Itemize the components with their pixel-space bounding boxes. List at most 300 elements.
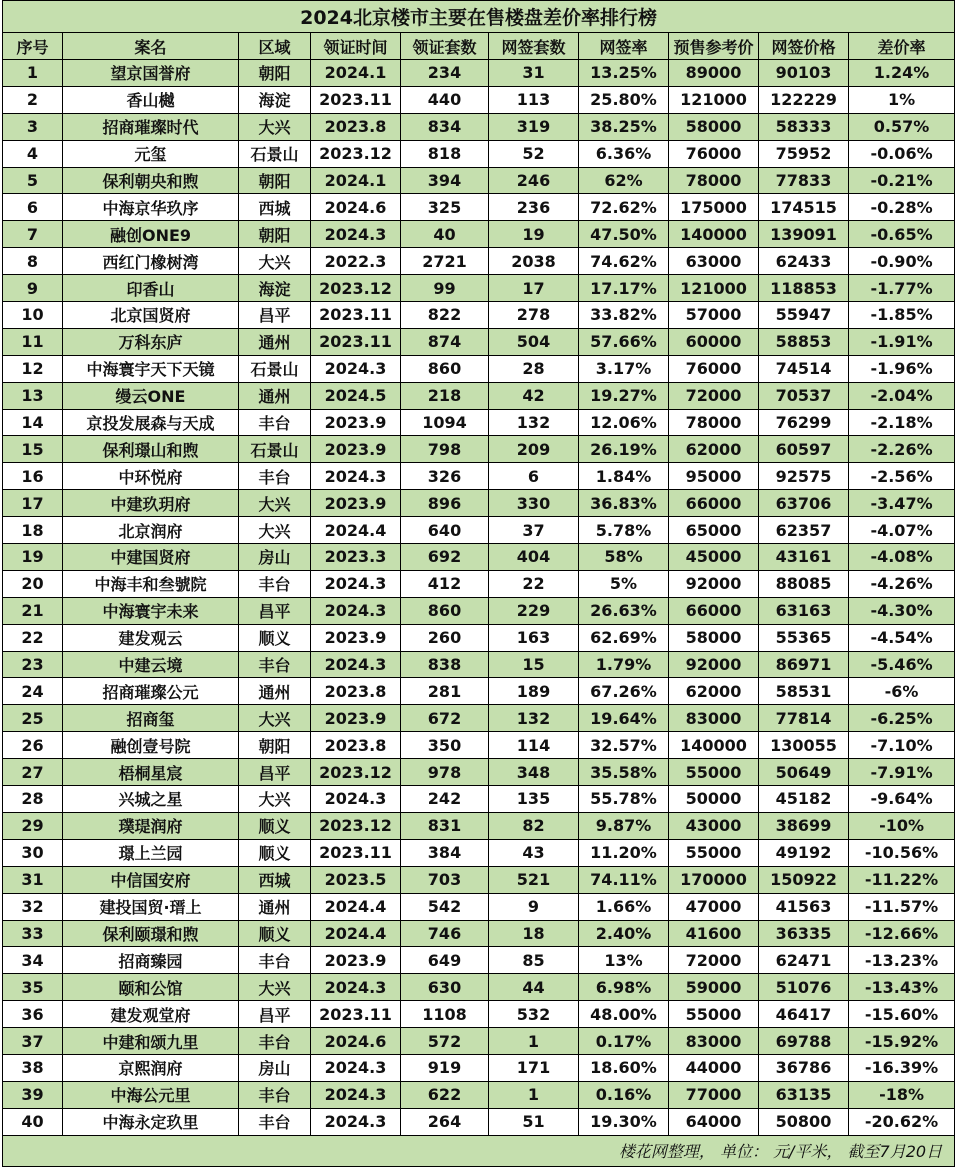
- header-cell-district: 区域: [239, 33, 311, 60]
- cell-diff-rate: -7.10%: [849, 732, 955, 759]
- cell-license-units: 350: [401, 732, 489, 759]
- cell-license-units: 692: [401, 544, 489, 571]
- cell-license-date: 2023.9: [311, 409, 401, 436]
- header-cell-presale-price: 预售参考价: [669, 33, 759, 60]
- cell-signed-price: 62357: [759, 517, 849, 544]
- cell-signed-units: 82: [489, 812, 579, 839]
- cell-signed-units: 9: [489, 893, 579, 920]
- cell-index: 35: [3, 974, 63, 1001]
- cell-name: 万科东庐: [63, 328, 239, 355]
- table-row: [3, 1028, 955, 1055]
- cell-index: 11: [3, 328, 63, 355]
- table-row: [3, 167, 955, 194]
- cell-index: 17: [3, 490, 63, 517]
- cell-license-units: 860: [401, 355, 489, 382]
- cell-license-date: 2023.8: [311, 678, 401, 705]
- cell-district: 大兴: [239, 248, 311, 275]
- cell-license-units: 394: [401, 167, 489, 194]
- cell-district: 西城: [239, 194, 311, 221]
- cell-presale-price: 60000: [669, 328, 759, 355]
- cell-signed-price: 88085: [759, 570, 849, 597]
- cell-diff-rate: -12.66%: [849, 920, 955, 947]
- cell-diff-rate: -13.43%: [849, 974, 955, 1001]
- cell-diff-rate: -2.56%: [849, 463, 955, 490]
- cell-district: 丰台: [239, 570, 311, 597]
- cell-name: 中建和颂九里: [63, 1028, 239, 1055]
- cell-diff-rate: -1.85%: [849, 302, 955, 329]
- cell-license-units: 649: [401, 947, 489, 974]
- cell-district: 顺义: [239, 624, 311, 651]
- cell-license-units: 640: [401, 517, 489, 544]
- cell-district: 大兴: [239, 517, 311, 544]
- cell-diff-rate: -9.64%: [849, 786, 955, 813]
- table-row: [3, 409, 955, 436]
- cell-name: 香山樾: [63, 86, 239, 113]
- cell-index: 39: [3, 1081, 63, 1108]
- cell-signed-units: 278: [489, 302, 579, 329]
- cell-signed-units: 163: [489, 624, 579, 651]
- cell-index: 29: [3, 812, 63, 839]
- cell-license-units: 260: [401, 624, 489, 651]
- cell-license-date: 2024.1: [311, 60, 401, 87]
- cell-name: 融创壹号院: [63, 732, 239, 759]
- cell-name: 建发观云: [63, 624, 239, 651]
- cell-signed-price: 45182: [759, 786, 849, 813]
- table-row: [3, 812, 955, 839]
- cell-district: 丰台: [239, 1081, 311, 1108]
- table-row: [3, 86, 955, 113]
- cell-district: 海淀: [239, 275, 311, 302]
- cell-signed-units: 114: [489, 732, 579, 759]
- cell-diff-rate: -7.91%: [849, 759, 955, 786]
- cell-license-units: 572: [401, 1028, 489, 1055]
- cell-license-date: 2024.6: [311, 1028, 401, 1055]
- cell-index: 3: [3, 113, 63, 140]
- cell-diff-rate: -15.60%: [849, 1001, 955, 1028]
- cell-presale-price: 76000: [669, 355, 759, 382]
- cell-license-date: 2024.3: [311, 651, 401, 678]
- cell-name: 融创ONE9: [63, 221, 239, 248]
- cell-diff-rate: -3.47%: [849, 490, 955, 517]
- cell-license-units: 542: [401, 893, 489, 920]
- cell-district: 通州: [239, 893, 311, 920]
- cell-signed-price: 75952: [759, 140, 849, 167]
- cell-presale-price: 78000: [669, 409, 759, 436]
- table-row: [3, 920, 955, 947]
- cell-presale-price: 78000: [669, 167, 759, 194]
- cell-signed-price: 58853: [759, 328, 849, 355]
- cell-license-units: 440: [401, 86, 489, 113]
- cell-signed-rate: 1.79%: [579, 651, 669, 678]
- cell-presale-price: 140000: [669, 732, 759, 759]
- cell-presale-price: 89000: [669, 60, 759, 87]
- cell-signed-units: 42: [489, 382, 579, 409]
- cell-license-date: 2024.3: [311, 786, 401, 813]
- cell-signed-rate: 55.78%: [579, 786, 669, 813]
- cell-name: 中环悦府: [63, 463, 239, 490]
- cell-index: 9: [3, 275, 63, 302]
- cell-diff-rate: -18%: [849, 1081, 955, 1108]
- cell-license-date: 2023.9: [311, 947, 401, 974]
- cell-signed-price: 92575: [759, 463, 849, 490]
- cell-signed-price: 43161: [759, 544, 849, 571]
- cell-index: 21: [3, 597, 63, 624]
- cell-signed-rate: 25.80%: [579, 86, 669, 113]
- cell-license-units: 234: [401, 60, 489, 87]
- cell-diff-rate: -1.77%: [849, 275, 955, 302]
- cell-name: 颐和公馆: [63, 974, 239, 1001]
- cell-district: 房山: [239, 1054, 311, 1081]
- cell-signed-price: 86971: [759, 651, 849, 678]
- cell-license-units: 919: [401, 1054, 489, 1081]
- table-row: [3, 382, 955, 409]
- cell-signed-price: 63163: [759, 597, 849, 624]
- cell-signed-rate: 13%: [579, 947, 669, 974]
- cell-name: 建发观堂府: [63, 1001, 239, 1028]
- cell-signed-rate: 47.50%: [579, 221, 669, 248]
- cell-signed-units: 135: [489, 786, 579, 813]
- cell-index: 15: [3, 436, 63, 463]
- cell-signed-price: 76299: [759, 409, 849, 436]
- header-cell-signed-units: 网签套数: [489, 33, 579, 60]
- header-cell-diff-rate: 差价率: [849, 33, 955, 60]
- cell-signed-price: 58333: [759, 113, 849, 140]
- cell-signed-rate: 17.17%: [579, 275, 669, 302]
- cell-signed-units: 43: [489, 839, 579, 866]
- cell-signed-rate: 62%: [579, 167, 669, 194]
- cell-presale-price: 140000: [669, 221, 759, 248]
- cell-diff-rate: -11.57%: [849, 893, 955, 920]
- table-title: 2024北京楼市主要在售楼盘差价率排行榜: [3, 1, 955, 33]
- cell-diff-rate: -10.56%: [849, 839, 955, 866]
- cell-signed-price: 74514: [759, 355, 849, 382]
- table-row: [3, 355, 955, 382]
- cell-index: 24: [3, 678, 63, 705]
- cell-name: 中海京华玖序: [63, 194, 239, 221]
- cell-license-date: 2024.3: [311, 221, 401, 248]
- table-row: [3, 113, 955, 140]
- cell-presale-price: 175000: [669, 194, 759, 221]
- cell-license-units: 2721: [401, 248, 489, 275]
- cell-signed-rate: 6.98%: [579, 974, 669, 1001]
- cell-index: 30: [3, 839, 63, 866]
- table-row: [3, 544, 955, 571]
- cell-index: 34: [3, 947, 63, 974]
- cell-district: 大兴: [239, 974, 311, 1001]
- cell-signed-rate: 0.16%: [579, 1081, 669, 1108]
- cell-presale-price: 83000: [669, 705, 759, 732]
- cell-license-date: 2024.3: [311, 597, 401, 624]
- cell-license-units: 896: [401, 490, 489, 517]
- cell-diff-rate: -0.65%: [849, 221, 955, 248]
- header-cell-signed-price: 网签价格: [759, 33, 849, 60]
- cell-diff-rate: -16.39%: [849, 1054, 955, 1081]
- cell-name: 中建玖玥府: [63, 490, 239, 517]
- cell-signed-price: 150922: [759, 866, 849, 893]
- cell-presale-price: 66000: [669, 597, 759, 624]
- cell-presale-price: 77000: [669, 1081, 759, 1108]
- cell-index: 31: [3, 866, 63, 893]
- cell-district: 通州: [239, 678, 311, 705]
- cell-signed-rate: 19.64%: [579, 705, 669, 732]
- cell-presale-price: 72000: [669, 382, 759, 409]
- cell-diff-rate: -5.46%: [849, 651, 955, 678]
- cell-index: 6: [3, 194, 63, 221]
- table-row: [3, 1001, 955, 1028]
- cell-license-units: 834: [401, 113, 489, 140]
- cell-presale-price: 83000: [669, 1028, 759, 1055]
- cell-name: 招商璀璨时代: [63, 113, 239, 140]
- cell-license-date: 2024.3: [311, 1054, 401, 1081]
- cell-signed-price: 49192: [759, 839, 849, 866]
- cell-index: 16: [3, 463, 63, 490]
- cell-index: 37: [3, 1028, 63, 1055]
- cell-license-date: 2024.5: [311, 382, 401, 409]
- cell-presale-price: 43000: [669, 812, 759, 839]
- cell-license-date: 2023.12: [311, 812, 401, 839]
- cell-license-date: 2023.12: [311, 140, 401, 167]
- cell-signed-rate: 72.62%: [579, 194, 669, 221]
- cell-signed-units: 504: [489, 328, 579, 355]
- cell-district: 通州: [239, 328, 311, 355]
- cell-signed-rate: 57.66%: [579, 328, 669, 355]
- cell-district: 石景山: [239, 355, 311, 382]
- cell-signed-rate: 74.11%: [579, 866, 669, 893]
- cell-signed-price: 46417: [759, 1001, 849, 1028]
- cell-presale-price: 45000: [669, 544, 759, 571]
- cell-index: 33: [3, 920, 63, 947]
- cell-index: 4: [3, 140, 63, 167]
- cell-signed-units: 404: [489, 544, 579, 571]
- cell-signed-price: 60597: [759, 436, 849, 463]
- cell-signed-price: 139091: [759, 221, 849, 248]
- table-row: [3, 570, 955, 597]
- cell-presale-price: 44000: [669, 1054, 759, 1081]
- cell-signed-units: 1: [489, 1081, 579, 1108]
- cell-index: 5: [3, 167, 63, 194]
- cell-presale-price: 57000: [669, 302, 759, 329]
- cell-signed-units: 1: [489, 1028, 579, 1055]
- cell-name: 元玺: [63, 140, 239, 167]
- cell-license-units: 384: [401, 839, 489, 866]
- cell-name: 梧桐星宸: [63, 759, 239, 786]
- cell-signed-units: 348: [489, 759, 579, 786]
- table-row: [3, 974, 955, 1001]
- table-row: [3, 947, 955, 974]
- cell-district: 昌平: [239, 302, 311, 329]
- cell-signed-units: 236: [489, 194, 579, 221]
- cell-signed-rate: 36.83%: [579, 490, 669, 517]
- cell-diff-rate: -6%: [849, 678, 955, 705]
- table-row: [3, 1081, 955, 1108]
- cell-name: 北京润府: [63, 517, 239, 544]
- cell-license-units: 622: [401, 1081, 489, 1108]
- cell-diff-rate: 1.24%: [849, 60, 955, 87]
- cell-signed-rate: 12.06%: [579, 409, 669, 436]
- cell-signed-rate: 19.30%: [579, 1108, 669, 1135]
- cell-presale-price: 62000: [669, 678, 759, 705]
- cell-presale-price: 55000: [669, 839, 759, 866]
- cell-license-units: 40: [401, 221, 489, 248]
- table-body: [3, 60, 955, 1136]
- cell-signed-price: 122229: [759, 86, 849, 113]
- cell-diff-rate: -4.08%: [849, 544, 955, 571]
- cell-diff-rate: -13.23%: [849, 947, 955, 974]
- cell-license-date: 2023.3: [311, 544, 401, 571]
- cell-district: 大兴: [239, 786, 311, 813]
- cell-signed-rate: 3.17%: [579, 355, 669, 382]
- header-cell-name: 案名: [63, 33, 239, 60]
- cell-presale-price: 64000: [669, 1108, 759, 1135]
- table-row: [3, 732, 955, 759]
- cell-signed-rate: 26.19%: [579, 436, 669, 463]
- cell-district: 昌平: [239, 1001, 311, 1028]
- cell-presale-price: 65000: [669, 517, 759, 544]
- cell-signed-rate: 58%: [579, 544, 669, 571]
- cell-index: 10: [3, 302, 63, 329]
- cell-district: 丰台: [239, 1108, 311, 1135]
- cell-signed-price: 51076: [759, 974, 849, 1001]
- footer-note: 楼花网整理， 单位： 元/平米， 截至7月20日: [3, 1135, 955, 1166]
- cell-license-date: 2023.9: [311, 490, 401, 517]
- cell-district: 大兴: [239, 490, 311, 517]
- table-row: [3, 893, 955, 920]
- cell-license-date: 2024.4: [311, 893, 401, 920]
- cell-name: 建投国贸·瑨上: [63, 893, 239, 920]
- table-row: [3, 463, 955, 490]
- cell-signed-units: 37: [489, 517, 579, 544]
- cell-signed-rate: 5.78%: [579, 517, 669, 544]
- cell-signed-rate: 62.69%: [579, 624, 669, 651]
- cell-presale-price: 41600: [669, 920, 759, 947]
- cell-presale-price: 50000: [669, 786, 759, 813]
- cell-signed-units: 171: [489, 1054, 579, 1081]
- cell-signed-price: 63135: [759, 1081, 849, 1108]
- cell-diff-rate: 0.57%: [849, 113, 955, 140]
- table-row: [3, 839, 955, 866]
- cell-signed-units: 229: [489, 597, 579, 624]
- cell-signed-price: 36786: [759, 1054, 849, 1081]
- cell-presale-price: 170000: [669, 866, 759, 893]
- cell-name: 兴城之星: [63, 786, 239, 813]
- cell-signed-rate: 2.40%: [579, 920, 669, 947]
- cell-diff-rate: -0.21%: [849, 167, 955, 194]
- cell-index: 13: [3, 382, 63, 409]
- cell-name: 京投发展森与天成: [63, 409, 239, 436]
- cell-district: 西城: [239, 866, 311, 893]
- cell-index: 14: [3, 409, 63, 436]
- cell-district: 房山: [239, 544, 311, 571]
- cell-license-date: 2023.9: [311, 705, 401, 732]
- cell-index: 38: [3, 1054, 63, 1081]
- cell-license-units: 99: [401, 275, 489, 302]
- cell-district: 丰台: [239, 1028, 311, 1055]
- cell-index: 7: [3, 221, 63, 248]
- cell-signed-units: 209: [489, 436, 579, 463]
- table-row: [3, 328, 955, 355]
- cell-signed-units: 532: [489, 1001, 579, 1028]
- cell-name: 西红门橡树湾: [63, 248, 239, 275]
- cell-index: 36: [3, 1001, 63, 1028]
- cell-name: 中海寰宇天下天镜: [63, 355, 239, 382]
- cell-diff-rate: -2.04%: [849, 382, 955, 409]
- cell-signed-units: 6: [489, 463, 579, 490]
- cell-presale-price: 58000: [669, 624, 759, 651]
- cell-name: 中建云境: [63, 651, 239, 678]
- cell-signed-units: 330: [489, 490, 579, 517]
- cell-signed-units: 22: [489, 570, 579, 597]
- cell-signed-units: 113: [489, 86, 579, 113]
- table-row: [3, 759, 955, 786]
- cell-signed-price: 90103: [759, 60, 849, 87]
- cell-presale-price: 55000: [669, 1001, 759, 1028]
- table-row: [3, 275, 955, 302]
- cell-signed-units: 319: [489, 113, 579, 140]
- table-row: [3, 651, 955, 678]
- cell-name: 京熙润府: [63, 1054, 239, 1081]
- cell-district: 昌平: [239, 759, 311, 786]
- cell-diff-rate: -4.07%: [849, 517, 955, 544]
- cell-signed-rate: 33.82%: [579, 302, 669, 329]
- cell-signed-price: 55947: [759, 302, 849, 329]
- cell-name: 缦云ONE: [63, 382, 239, 409]
- cell-license-units: 630: [401, 974, 489, 1001]
- cell-license-units: 264: [401, 1108, 489, 1135]
- cell-district: 昌平: [239, 597, 311, 624]
- cell-signed-price: 50649: [759, 759, 849, 786]
- cell-signed-rate: 67.26%: [579, 678, 669, 705]
- cell-district: 通州: [239, 382, 311, 409]
- header-row: [3, 33, 955, 60]
- cell-signed-units: 15: [489, 651, 579, 678]
- cell-index: 32: [3, 893, 63, 920]
- cell-district: 顺义: [239, 812, 311, 839]
- cell-signed-units: 19: [489, 221, 579, 248]
- cell-signed-units: 85: [489, 947, 579, 974]
- cell-license-units: 874: [401, 328, 489, 355]
- header-cell-signed-rate: 网签率: [579, 33, 669, 60]
- table-row: [3, 597, 955, 624]
- table-row: [3, 1108, 955, 1135]
- cell-license-units: 703: [401, 866, 489, 893]
- cell-presale-price: 58000: [669, 113, 759, 140]
- cell-signed-units: 132: [489, 705, 579, 732]
- cell-license-date: 2023.11: [311, 328, 401, 355]
- table-row: [3, 490, 955, 517]
- cell-signed-rate: 6.36%: [579, 140, 669, 167]
- cell-license-date: 2024.3: [311, 974, 401, 1001]
- cell-license-units: 242: [401, 786, 489, 813]
- table-row: [3, 248, 955, 275]
- table-row: [3, 194, 955, 221]
- cell-license-date: 2024.4: [311, 517, 401, 544]
- cell-diff-rate: -4.26%: [849, 570, 955, 597]
- cell-name: 中海永定玖里: [63, 1108, 239, 1135]
- cell-signed-price: 62433: [759, 248, 849, 275]
- cell-signed-rate: 19.27%: [579, 382, 669, 409]
- cell-license-units: 838: [401, 651, 489, 678]
- cell-district: 丰台: [239, 463, 311, 490]
- cell-signed-rate: 74.62%: [579, 248, 669, 275]
- cell-license-units: 672: [401, 705, 489, 732]
- cell-signed-price: 36335: [759, 920, 849, 947]
- cell-signed-rate: 0.17%: [579, 1028, 669, 1055]
- cell-presale-price: 59000: [669, 974, 759, 1001]
- cell-signed-price: 55365: [759, 624, 849, 651]
- cell-license-date: 2023.11: [311, 1001, 401, 1028]
- cell-name: 保利璟山和煦: [63, 436, 239, 463]
- cell-diff-rate: -2.26%: [849, 436, 955, 463]
